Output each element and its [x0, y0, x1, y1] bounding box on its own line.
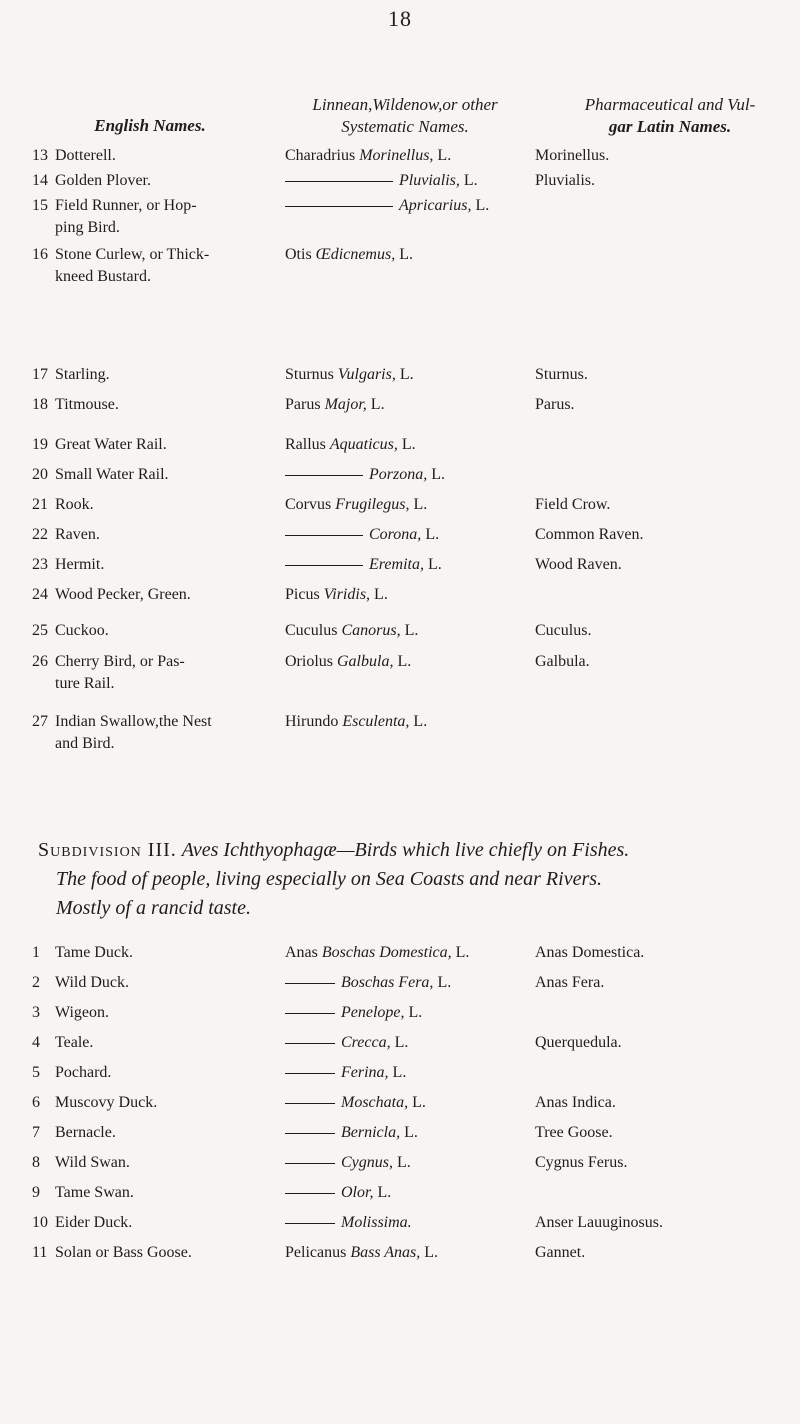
english-name-line: Tame Duck. [55, 944, 133, 961]
author: L. [404, 622, 419, 639]
english-name-line: Wigeon. [55, 1004, 110, 1021]
genus: Cuculus [285, 622, 338, 639]
ditto-dash [285, 1043, 335, 1044]
ditto-dash [285, 983, 335, 984]
species: Major, [324, 396, 367, 413]
ditto-dash [285, 1163, 335, 1164]
species: Eremita, [369, 556, 424, 573]
systematic-name [285, 554, 530, 576]
ditto-dash [285, 475, 363, 476]
systematic-name [285, 651, 530, 673]
species: Corona, [369, 526, 422, 543]
ditto-dash [285, 181, 393, 182]
author: L. [427, 556, 442, 573]
systematic-name [285, 1212, 530, 1234]
systematic-name [285, 524, 530, 546]
species: Cygnus, [341, 1154, 393, 1171]
author: L. [374, 586, 388, 603]
systematic-name [285, 1152, 530, 1174]
systematic-name [285, 244, 530, 266]
author: L. [431, 466, 446, 483]
english-name-line: Stone Curlew, or Thick- [55, 245, 210, 263]
species: Boschas Domestica, [321, 944, 452, 961]
english-name-line: Dotterell. [55, 147, 116, 164]
species: Olor, [341, 1184, 374, 1201]
row-number: 17 [32, 366, 48, 383]
systematic-name [285, 145, 530, 167]
species: Bernicla, [341, 1124, 401, 1141]
species: Galbula, [337, 653, 394, 670]
species: Aquaticus, [329, 436, 398, 453]
english-name-line: Indian Swallow,the Nest [55, 713, 212, 731]
systematic-name [285, 195, 530, 217]
english-name [55, 554, 280, 576]
english-name [55, 1002, 280, 1024]
ditto-dash [285, 565, 363, 566]
author: L. [437, 974, 452, 991]
english-name [55, 494, 280, 516]
english-name-line: Cherry Bird, or Pas- [55, 653, 185, 670]
pharmaceutical-name: Morinellus. [535, 147, 610, 164]
english-name [55, 434, 280, 456]
header-linnean-names: Linnean,Wildenow,or other Systematic Names. [312, 95, 498, 136]
row-number: 14 [32, 172, 48, 189]
systematic-name [285, 1062, 530, 1084]
species: Viridis, [323, 586, 371, 603]
row-number: 27 [32, 713, 48, 731]
pharmaceutical-name: Gannet. [535, 1244, 586, 1261]
genus: Sturnus [285, 366, 334, 383]
ditto-dash [285, 1133, 335, 1134]
row-number: 21 [32, 496, 48, 513]
row-number: 1 [32, 944, 40, 961]
species: Morinellus, [359, 147, 434, 164]
english-name-line: Pochard. [55, 1064, 112, 1081]
row-number: 9 [32, 1184, 40, 1201]
subdivision-title: Aves Ichthyophagæ—Birds which live chiefly on Fishes. [181, 839, 630, 861]
species: Ferina, [341, 1064, 389, 1081]
subdivision-heading [38, 836, 788, 923]
pharmaceutical-name: Wood Raven. [535, 556, 622, 573]
genus: Parus [285, 396, 321, 413]
english-name [55, 972, 280, 994]
author: L. [397, 1154, 411, 1171]
author: L. [399, 245, 413, 263]
species: Molissima. [341, 1214, 412, 1231]
ditto-dash [285, 206, 393, 207]
author: L. [399, 366, 414, 383]
species: Moschata, [341, 1094, 409, 1111]
pharmaceutical-name: Cuculus. [535, 622, 592, 639]
author: L. [455, 944, 470, 961]
english-name-line: Muscovy Duck. [55, 1094, 158, 1111]
pharmaceutical-name: Querquedula. [535, 1034, 622, 1051]
english-name-line: Cuckoo. [55, 622, 109, 639]
systematic-name [285, 1092, 530, 1114]
author: L. [377, 1184, 392, 1201]
english-name [55, 1182, 280, 1204]
row-number: 25 [32, 622, 48, 639]
author: L. [475, 197, 490, 214]
row-number: 5 [32, 1064, 40, 1081]
row-number: 8 [32, 1154, 40, 1171]
author: L. [394, 1034, 409, 1051]
systematic-name [285, 494, 530, 516]
english-name-line: Wild Swan. [55, 1154, 130, 1171]
systematic-name [285, 584, 530, 606]
systematic-name [285, 364, 530, 386]
systematic-name [285, 711, 530, 733]
systematic-name [285, 1002, 530, 1024]
species: Bass Anas, [350, 1244, 421, 1261]
pharmaceutical-name: Sturnus. [535, 366, 588, 383]
english-name [55, 145, 280, 167]
english-name-line: kneed Bustard. [55, 267, 151, 285]
species: Porzona, [369, 466, 428, 483]
english-name-line: Field Runner, or Hop- [55, 197, 197, 214]
row-number: 7 [32, 1124, 40, 1141]
species: Crecca, [341, 1034, 391, 1051]
english-name [55, 1212, 280, 1234]
row-number: 24 [32, 586, 48, 603]
ditto-dash [285, 1103, 335, 1104]
english-name [55, 170, 280, 192]
species: Vulgaris, [337, 366, 396, 383]
pharmaceutical-name: Anas Fera. [535, 974, 605, 991]
species: Pluvialis, [399, 172, 460, 189]
ditto-dash [285, 1073, 335, 1074]
subdivision-line2: The food of people, living especially on Sea Coasts and near Rivers. [56, 868, 603, 890]
genus: Picus [285, 586, 320, 603]
english-name-line: Wild Duck. [55, 974, 130, 991]
row-number: 10 [32, 1214, 48, 1231]
row-number: 18 [32, 396, 48, 413]
author: L. [425, 526, 440, 543]
species: Esculenta, [342, 713, 410, 731]
english-name-line: Raven. [55, 526, 100, 543]
systematic-name [285, 1032, 530, 1054]
systematic-name [285, 1182, 530, 1204]
species: Boschas Fera, [341, 974, 434, 991]
author: L. [424, 1244, 439, 1261]
english-name [55, 1092, 280, 1114]
subdivision-label: Subdivision III. [38, 839, 177, 861]
english-name-line: Titmouse. [55, 396, 119, 413]
pharmaceutical-name: Galbula. [535, 653, 590, 670]
english-name [55, 195, 280, 239]
header-english-names: English Names. [94, 116, 206, 135]
english-name [55, 1242, 280, 1264]
row-number: 15 [32, 197, 48, 214]
english-name [55, 620, 280, 642]
row-number: 3 [32, 1004, 40, 1021]
systematic-name [285, 434, 530, 456]
english-name-line: Small Water Rail. [55, 466, 169, 483]
row-number: 2 [32, 974, 40, 991]
author: L. [392, 1064, 407, 1081]
pharmaceutical-name: Tree Goose. [535, 1124, 613, 1141]
header-pharmaceutical-names: Pharmaceutical and Vul- gar Latin Names. [584, 95, 756, 136]
genus: Anas [285, 944, 318, 961]
english-name [55, 1062, 280, 1084]
systematic-name [285, 942, 530, 964]
pharmaceutical-name: Field Crow. [535, 496, 611, 513]
ditto-dash [285, 1193, 335, 1194]
pharmaceutical-name: Parus. [535, 396, 575, 413]
pharmaceutical-name: Anas Domestica. [535, 944, 645, 961]
genus: Oriolus [285, 653, 333, 670]
row-number: 11 [32, 1244, 48, 1261]
row-number: 23 [32, 556, 48, 573]
genus: Charadrius [285, 147, 356, 164]
ditto-dash [285, 1013, 335, 1014]
row-number: 22 [32, 526, 48, 543]
english-name [55, 711, 280, 755]
english-name-line: and Bird. [55, 735, 115, 753]
author: L. [413, 496, 428, 513]
english-name [55, 584, 280, 606]
pharmaceutical-name: Anas Indica. [535, 1094, 616, 1111]
row-number: 26 [32, 653, 48, 670]
english-name-line: ping Bird. [55, 219, 120, 236]
species: Apricarius, [399, 197, 472, 214]
systematic-name [285, 394, 530, 416]
english-name-line: Tame Swan. [55, 1184, 134, 1201]
english-name-line: Rook. [55, 496, 94, 513]
species: Œdicnemus, [315, 245, 396, 263]
genus: Rallus [285, 436, 326, 453]
english-name [55, 244, 280, 288]
page-number: 18 [388, 6, 412, 31]
row-number: 19 [32, 436, 48, 453]
english-name-line: Wood Pecker, Green. [55, 586, 191, 603]
english-name-line: Hermit. [55, 556, 105, 573]
systematic-name [285, 620, 530, 642]
pharmaceutical-name: Cygnus Ferus. [535, 1154, 628, 1171]
pharmaceutical-name: Pluvialis. [535, 172, 596, 189]
english-name-line: ture Rail. [55, 675, 115, 692]
english-name-line: Eider Duck. [55, 1214, 133, 1231]
author: L. [370, 396, 385, 413]
row-number: 4 [32, 1034, 40, 1051]
pharmaceutical-name: Common Raven. [535, 526, 644, 543]
row-number: 20 [32, 466, 48, 483]
systematic-name [285, 972, 530, 994]
english-name [55, 464, 280, 486]
english-name [55, 651, 280, 695]
ditto-dash [285, 535, 363, 536]
english-name-line: Bernacle. [55, 1124, 116, 1141]
author: L. [397, 653, 412, 670]
ditto-dash [285, 1223, 335, 1224]
english-name [55, 524, 280, 546]
english-name [55, 942, 280, 964]
author: L. [408, 1004, 423, 1021]
genus: Pelicanus [285, 1244, 347, 1261]
species: Canorus, [341, 622, 401, 639]
english-name-line: Great Water Rail. [55, 436, 167, 453]
genus: Otis [285, 245, 312, 263]
systematic-name [285, 1122, 530, 1144]
row-number: 16 [32, 245, 48, 263]
species: Frugilegus, [335, 496, 410, 513]
author: L. [463, 172, 478, 189]
systematic-name [285, 1242, 530, 1264]
row-number: 6 [32, 1094, 40, 1111]
systematic-name [285, 170, 530, 192]
species: Penelope, [341, 1004, 405, 1021]
systematic-name [285, 464, 530, 486]
genus: Corvus [285, 496, 332, 513]
english-name-line: Golden Plover. [55, 172, 151, 189]
genus: Hirundo [285, 713, 339, 731]
english-name [55, 1152, 280, 1174]
subdivision-line3: Mostly of a rancid taste. [56, 897, 251, 919]
author: L. [413, 713, 428, 731]
english-name [55, 1032, 280, 1054]
english-name [55, 394, 280, 416]
author: L. [412, 1094, 426, 1111]
english-name [55, 364, 280, 386]
author: L. [401, 436, 416, 453]
pharmaceutical-name: Anser Lauuginosus. [535, 1214, 663, 1231]
english-name-line: Starling. [55, 366, 110, 383]
english-name-line: Teale. [55, 1034, 94, 1051]
author: L. [437, 147, 452, 164]
english-name-line: Solan or Bass Goose. [55, 1244, 192, 1261]
author: L. [404, 1124, 418, 1141]
row-number: 13 [32, 147, 48, 164]
english-name [55, 1122, 280, 1144]
